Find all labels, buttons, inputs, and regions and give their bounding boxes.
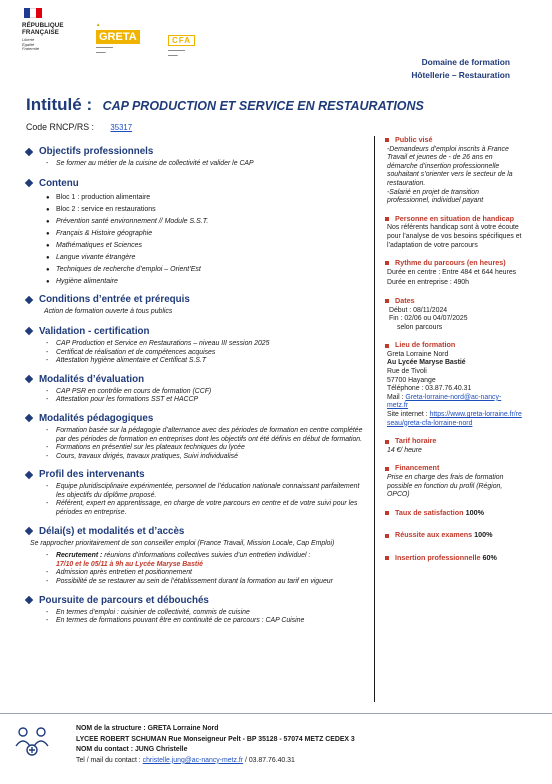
dates-debut: Début : 08/11/2024 (389, 306, 448, 314)
section-validation (26, 326, 370, 366)
recrutement-dates: 17/10 et le 05/11 à 9h au Lycée Maryse Bastié (56, 560, 203, 568)
list-item: - CAP Production et Service en Restaurations – niveau III session 2025 (46, 339, 270, 347)
financement-text: Prise en charge des frais de formation possible en fonction du profil (Région, OPCO) (387, 474, 504, 499)
rncp-link[interactable]: 35317 (110, 123, 133, 132)
greta-logo-line-2: ━━━━ (96, 50, 106, 55)
site-link[interactable]: https://www.greta-lorraine.fr/reseau/greta-cfa-lorraine-nord (387, 411, 522, 427)
public-text: -Demandeurs d’emploi inscrits à France Travail et jeunes de - de 26 ans en démarche d’insertion professionnelle souhaitant s’orienter vers le secteur de la restauration. -Salarié en projet de transition professionnel, individuel payant (387, 145, 513, 205)
tarif-value: 14 €/ heure (387, 446, 422, 454)
domain-value: Hôtellerie – Restauration (411, 70, 510, 80)
rncp-label: Code RNCP/RS : (26, 122, 94, 132)
footer-divider (0, 713, 552, 714)
section-contenu (26, 178, 370, 289)
square-bullet-icon (385, 261, 389, 265)
section-title: Délai(s) et modalités et d’accès (39, 525, 185, 537)
square-bullet-icon (385, 556, 389, 560)
section-title: Modalités d’évaluation (39, 373, 145, 385)
greta-logo (96, 22, 158, 62)
diamond-bullet-icon (25, 596, 33, 604)
section-pedagogiques (26, 413, 370, 461)
list-item: ● Prévention santé environnement // Module S.S.T. (46, 217, 209, 225)
cfa-logo (168, 30, 230, 60)
square-bullet-icon (385, 217, 389, 221)
delais-intro: Se rapprocher prioritairement de son conseiller emploi (France Travail, Mission Locale, Cap Emploi) (30, 539, 335, 547)
sidebar-public: Public visé -Demandeurs d’emploi inscrits à France Travail et jeunes de - de 26 ans en démarche d’insertion professionnelle souhaitant s’orienter vers le secteur de la restauration. -Salarié en projet de transition professionnel, individuel payant (385, 136, 522, 206)
mail-link[interactable]: Greta-lorraine-nord@ac-nancy-metz.fr (387, 393, 502, 410)
domain-block (411, 56, 510, 82)
list-item: ● Bloc 1 : production alimentaire (46, 193, 151, 201)
footer-email-link[interactable]: christelle.jung@ac-nancy-metz.fr (142, 756, 244, 764)
diamond-bullet-icon (25, 414, 33, 422)
list-item: ● Langue vivante étrangère (46, 254, 136, 262)
network-people-icon (14, 724, 54, 758)
list-item: ● Hygiène alimentaire (46, 278, 118, 286)
square-bullet-icon (385, 467, 389, 471)
square-bullet-icon (385, 511, 389, 515)
section-evaluation (26, 374, 370, 405)
sidebar-lieu: Lieu de formation Greta Lorraine Nord Au Lycée Maryse Bastié Rue de Tivoli 57700 Hayange Téléphone : 03.87.76.40.31 Mail : Greta-lorraine-nord@ac-nancy-metz.fr Site internet : https://www.greta-lorraine.fr/reseau/greta-cfa-lorraine-nord (387, 340, 522, 427)
section-title: Conditions d’entrée et prérequis (39, 294, 190, 306)
sidebar-handicap: Personne en situation de handicap Nos référents handicap sont à votre écoute pour l’analyse de vos besoins spécifiques et l’adaptation de votre parcours (387, 213, 522, 249)
lieu-phone: Téléphone : 03.87.76.40.31 (387, 385, 472, 393)
title-value: CAP PRODUCTION ET SERVICE EN RESTAURATIONS (102, 99, 424, 113)
section-title: Poursuite de parcours et débouchés (39, 594, 209, 606)
rythme-line1: Durée en centre : Entre 484 et 644 heures (387, 268, 517, 276)
handicap-text: Nos référents handicap sont à votre écoute pour l’analyse de vos besoins spécifiques et l’adaptation de votre parcours (387, 224, 522, 249)
dates-fin: Fin : 02/06 ou 04/07/2025 (389, 315, 468, 323)
list-item: - Cours, travaux dirigés, travaux pratiques, Suivi individualisé (46, 452, 238, 460)
sidebar-insertion: Insertion professionnelle 60% (385, 554, 522, 563)
republique-francaise-logo (22, 8, 82, 52)
square-bullet-icon (385, 534, 389, 538)
section-conditions (26, 294, 370, 317)
footer-contact: NOM de la structure : GRETA Lorraine Nord LYCEE ROBERT SCHUMAN Rue Monseigneur Pelt - BP 35128 - 57074 METZ CEDEX 3 NOM du contact : JUNG Christelle Tel / mail du contact : christelle.jung@ac-nancy-metz.fr / 03.87.76.40.31 (76, 724, 536, 766)
diamond-bullet-icon (25, 375, 33, 383)
sidebar-rythme: Rythme du parcours (en heures) Durée en centre : Entre 484 et 644 heures Durée en entreprise : 490h (385, 259, 522, 288)
list-item: - Possibilité de se restaurer au sein de l’établissement durant la formation au tarif en vigueur (46, 578, 333, 586)
sidebar-financement: Financement Prise en charge des frais de formation possible en fonction du profil (Région, OPCO) (385, 464, 522, 499)
list-item: - CAP PSR en contrôle en cours de formation (CCF) (46, 387, 212, 395)
section-title: Profil des intervenants (39, 469, 145, 481)
diamond-bullet-icon (25, 147, 33, 155)
page-title (26, 95, 424, 115)
cfa-logo-line-2: ━━━━ (168, 53, 178, 58)
diamond-bullet-icon (25, 296, 33, 304)
lieu-mail: Mail : Greta-lorraine-nord@ac-nancy-metz.fr (387, 393, 502, 410)
lieu-lycee: Au Lycée Maryse Bastié (387, 359, 466, 367)
list-item: - Se former au métier de la cuisine de collectivité et valider le CAP (46, 160, 254, 167)
list-item-recrutement: - Recrutement : réunions d’informations collectives suivies d’un entretien individuel : 17/10 et le 05/11 à 9h au Lycée Maryse Bastié (46, 552, 311, 568)
greta-logo-text: GRETA (96, 30, 140, 44)
conditions-text: Action de formation ouverte à tous publics (44, 308, 173, 316)
greta-logo-top: ▲ (96, 22, 101, 27)
cfa-logo-line: ━━━━━━━ (168, 48, 185, 53)
list-item: - Certificat de réalisation et de compétences acquises (46, 348, 216, 356)
list-item: - Attestation pour les formations SST et HACCP (46, 396, 199, 404)
reussite-value: 100% (474, 530, 493, 540)
lieu-city: 57700 Hayange (387, 376, 436, 384)
rncp-row (26, 122, 132, 132)
section-poursuite (26, 595, 370, 626)
list-item: - Référent, expert en apprentissage, en charge de votre parcours en centre et de votre suivi pour les périodes en entreprise. (46, 500, 358, 517)
lieu-street: Rue de Tivoli (387, 368, 427, 376)
diamond-bullet-icon (25, 527, 33, 535)
section-title: Modalités pédagogiques (39, 412, 154, 424)
diamond-bullet-icon (25, 179, 33, 187)
section-objectifs (26, 146, 370, 169)
sidebar-dates: Dates Début : 08/11/2024 Fin : 02/06 ou 04/07/2025 selon parcours (385, 297, 522, 332)
list-item: - Attestation hygiène alimentaire et Certificat S.S.T (46, 357, 207, 365)
square-bullet-icon (385, 440, 389, 444)
rf-motto: Liberté Égalité Fraternité (22, 37, 40, 52)
list-item: - Formations en présentiel sur les plateaux techniques du lycée (46, 444, 245, 452)
square-bullet-icon (385, 299, 389, 303)
rf-name: RÉPUBLIQUE FRANÇAISE (22, 22, 64, 36)
sidebar-satisfaction: Taux de satisfaction 100% (385, 509, 522, 518)
rythme-line2: Durée en entreprise : 490h (387, 279, 469, 287)
marianne-flag-icon (24, 8, 42, 18)
list-item: ● Français & Histoire géographie (46, 229, 153, 237)
greta-logo-line: ━━━━━━━ (96, 45, 113, 50)
square-bullet-icon (385, 344, 389, 348)
section-title: Contenu (39, 177, 79, 189)
list-item: - En termes d’emploi : cuisinier de collectivité, commis de cuisine (46, 608, 250, 616)
title-label: Intitulé : (26, 95, 93, 114)
dates-note: selon parcours (397, 323, 443, 331)
diamond-bullet-icon (25, 327, 33, 335)
list-item: ● Techniques de recherche d’emploi – Orient’Est (46, 266, 201, 274)
list-item: ● Mathématiques et Sciences (46, 241, 142, 249)
list-item: - Equipe pluridisciplinaire expérimentée, personnel de l’éducation nationale connaissant parfaitement les objectifs du diplôme proposé. (46, 483, 360, 499)
section-intervenants (26, 469, 370, 517)
square-bullet-icon (385, 138, 389, 142)
lieu-org: Greta Lorraine Nord (387, 350, 449, 358)
sidebar-reussite: Réussite aux examens 100% (385, 531, 522, 540)
section-title: Validation - certification (39, 325, 150, 337)
list-item: - Formation basée sur la pédagogie d’alternance avec des périodes de formation en centre complétée par des périodes de formation en entreprises dont les objectifs ont été définis en début de formation. (46, 426, 363, 443)
main-content (26, 146, 370, 631)
footer-address: LYCEE ROBERT SCHUMAN Rue Monseigneur Pelt - BP 35128 - 57074 METZ CEDEX 3 (76, 735, 355, 743)
sidebar-tarif: Tarif horaire 14 €/ heure (385, 437, 522, 455)
insertion-value: 60% (482, 552, 497, 562)
list-item: - En termes de formations pouvant être en continuité de ce parcours : CAP Cuisine (46, 617, 305, 625)
lieu-site: Site internet : https://www.greta-lorraine.fr/reseau/greta-cfa-lorraine-nord (387, 411, 522, 427)
section-delais (26, 526, 370, 587)
list-item: ● Bloc 2 : service en restaurations (46, 205, 156, 213)
section-title: Objectifs professionnels (39, 146, 154, 157)
sidebar (374, 136, 522, 702)
satisfaction-value: 100% (465, 507, 484, 517)
list-item: - Admission après entretien et positionnement (46, 569, 192, 577)
diamond-bullet-icon (25, 471, 33, 479)
domain-label: Domaine de formation (421, 57, 510, 67)
cfa-logo-text: CFA (168, 35, 195, 46)
